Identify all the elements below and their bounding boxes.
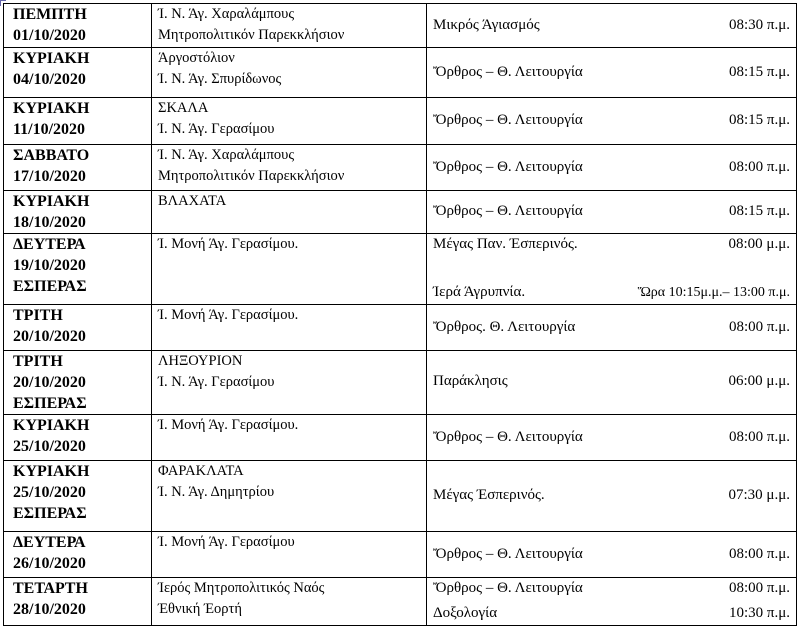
day-date: 20/10/2020: [13, 328, 86, 345]
place-line: ΛΗΞΟΥΡΙΟΝ: [158, 353, 243, 369]
service-row: [433, 234, 790, 255]
service-time: 08:00 π.μ.: [728, 580, 790, 596]
service-cell: [427, 351, 797, 415]
service-cell: [427, 461, 797, 532]
service-cell: [427, 4, 797, 48]
service-time: 07:30 μ.μ.: [728, 487, 790, 503]
table-row: [4, 305, 797, 351]
schedule-body: [4, 4, 797, 626]
service-list: [433, 98, 790, 143]
place-cell: [152, 48, 427, 98]
day-date: 19/10/2020: [13, 257, 86, 274]
place-line: ΒΛΑΧΑΤΑ: [158, 193, 227, 209]
place-cell: [152, 234, 427, 305]
place-line: Ί. Ν. Άγ. Χαραλάμπους: [158, 6, 295, 22]
place-cell: [152, 98, 427, 145]
schedule-table: [3, 3, 797, 626]
service-name: Μικρός Άγιασμός: [433, 16, 540, 33]
day-name: ΔΕΥΤΕΡΑ: [13, 236, 86, 253]
place-line: Ί. Ν. Άγ. Δημητρίου: [158, 484, 275, 500]
day-cell: [4, 145, 152, 191]
service-time: 08:00 π.μ.: [728, 428, 790, 445]
table-row: [4, 351, 797, 415]
day-name: ΚΥΡΙΑΚΗ: [13, 100, 90, 117]
day-name: ΚΥΡΙΑΚΗ: [13, 417, 90, 434]
day-name: ΔΕΥΤΕΡΑ: [13, 534, 86, 551]
service-row: [433, 15, 790, 36]
day-cell: [4, 191, 152, 234]
day-date: 04/10/2020: [13, 71, 86, 88]
service-row: [433, 157, 790, 178]
place-cell: [152, 191, 427, 234]
service-name: Ὄρθρος. Θ. Λειτουργία: [433, 318, 576, 335]
place-cell: [152, 532, 427, 578]
service-row: [433, 201, 790, 222]
service-time: Ὥρα 10:15μ.μ.– 13:00 π.μ.: [637, 285, 790, 300]
service-list: [433, 578, 790, 624]
service-name: Ὄρθρος – Θ. Λειτουργία: [433, 545, 583, 562]
service-row: [433, 110, 790, 131]
place-cell: [152, 4, 427, 48]
table-row: [4, 532, 797, 578]
service-list: [433, 4, 790, 46]
place-line: Μητροπολιτικόν Παρεκκλήσιον: [158, 27, 345, 43]
service-row: [433, 427, 790, 448]
day-cell: [4, 578, 152, 626]
service-row: [433, 62, 790, 83]
service-time: 08:15 π.μ.: [728, 112, 790, 128]
place-line: ΦΑΡΑΚΛΑΤΑ: [158, 463, 244, 479]
place-cell: [152, 305, 427, 351]
service-name: Ίερά Άγρυπνία.: [433, 284, 526, 300]
table-row: [4, 461, 797, 532]
service-list: [433, 234, 790, 303]
place-cell: [152, 351, 427, 415]
place-line: Ί. Μονή Άγ. Γερασίμου: [158, 534, 295, 550]
place-line: Ί. Μονή Άγ. Γερασίμου.: [158, 236, 299, 252]
service-time: 06:00 μ.μ.: [728, 372, 790, 389]
service-name: Ὄρθρος – Θ. Λειτουργία: [433, 63, 583, 80]
service-row: [433, 578, 790, 599]
day-cell: [4, 532, 152, 578]
service-cell: [427, 305, 797, 351]
day-date: 28/10/2020: [13, 601, 86, 618]
table-row: [4, 145, 797, 191]
day-cell: [4, 305, 152, 351]
day-date: 26/10/2020: [13, 555, 86, 572]
service-time: 08:00 π.μ.: [728, 318, 790, 335]
service-row: [433, 371, 790, 392]
place-line: Ί. Μονή Άγ. Γερασίμου.: [158, 307, 299, 323]
service-row: [433, 485, 790, 506]
service-list: [433, 415, 790, 459]
place-line: Ί. Ν. Άγ. Σπυρίδωνος: [158, 71, 282, 87]
service-list: [433, 351, 790, 411]
day-date: 25/10/2020: [13, 484, 86, 501]
place-line: Ί. Ν. Άγ. Χαραλάμπους: [158, 147, 295, 163]
service-row: [433, 544, 790, 565]
service-cell: [427, 145, 797, 191]
place-line: Ίερός Μητροπολιτικός Ναός: [158, 580, 325, 596]
day-evening-label: ΕΣΠΕΡΑΣ: [13, 505, 87, 522]
day-date: 17/10/2020: [13, 168, 86, 185]
place-line: Ί. Μονή Άγ. Γερασίμου.: [158, 417, 299, 433]
day-name: ΚΥΡΙΑΚΗ: [13, 193, 90, 210]
day-date: 25/10/2020: [13, 438, 86, 455]
service-cell: [427, 532, 797, 578]
service-cell: [427, 578, 797, 626]
service-list: [433, 48, 790, 96]
service-list: [433, 532, 790, 576]
service-row: [433, 282, 790, 303]
service-list: [433, 305, 790, 349]
place-cell: [152, 415, 427, 461]
service-list: [433, 191, 790, 232]
table-row: [4, 415, 797, 461]
day-date: 18/10/2020: [13, 214, 86, 231]
service-cell: [427, 415, 797, 461]
day-date: 20/10/2020: [13, 374, 86, 391]
service-time: 08:00 π.μ.: [728, 158, 790, 175]
service-name: Μέγας Παν. Έσπερινός.: [433, 236, 578, 252]
service-time: 08:00 μ.μ.: [728, 236, 790, 252]
day-name: ΚΥΡΙΑΚΗ: [13, 50, 90, 67]
service-name: Μέγας Έσπερινός.: [433, 487, 545, 503]
table-row: [4, 98, 797, 145]
service-name: Ὄρθρος – Θ. Λειτουργία: [433, 203, 583, 219]
service-time: 10:30 π.μ.: [728, 605, 790, 621]
day-cell: [4, 98, 152, 145]
service-name: Παράκλησις: [433, 372, 508, 389]
day-name: ΚΥΡΙΑΚΗ: [13, 463, 90, 480]
service-list: [433, 145, 790, 189]
service-cell: [427, 234, 797, 305]
place-cell: [152, 578, 427, 626]
day-name: ΤΡΙΤΗ: [13, 353, 63, 370]
place-cell: [152, 461, 427, 532]
day-name: ΤΡΙΤΗ: [13, 307, 63, 324]
day-cell: [4, 234, 152, 305]
service-name: Δοξολογία: [433, 605, 498, 621]
service-cell: [427, 98, 797, 145]
place-line: ΣΚΑΛΑ: [158, 100, 209, 116]
place-line: Μητροπολιτικόν Παρεκκλήσιον: [158, 168, 345, 184]
table-row: [4, 234, 797, 305]
service-name: Ὄρθρος – Θ. Λειτουργία: [433, 428, 583, 445]
table-row: [4, 48, 797, 98]
service-cell: [427, 48, 797, 98]
place-line: Έθνική Έορτή: [158, 601, 242, 617]
place-line: Ί. Ν. Άγ. Γερασίμου: [158, 121, 275, 137]
service-row: [433, 603, 790, 624]
place-line: Άργοστόλιον: [158, 50, 235, 66]
service-time: 08:15 π.μ.: [728, 63, 790, 80]
service-cell: [427, 191, 797, 234]
day-cell: [4, 415, 152, 461]
place-cell: [152, 145, 427, 191]
day-evening-label: ΕΣΠΕΡΑΣ: [13, 395, 87, 412]
service-name: Ὄρθρος – Θ. Λειτουργία: [433, 112, 583, 128]
service-row: [433, 317, 790, 338]
day-cell: [4, 48, 152, 98]
day-date: 01/10/2020: [13, 27, 86, 44]
day-name: ΣΑΒΒΑΤΟ: [13, 147, 90, 164]
service-time: 08:00 π.μ.: [728, 545, 790, 562]
day-name: ΠΕΜΠΤΗ: [13, 6, 87, 23]
day-cell: [4, 351, 152, 415]
day-cell: [4, 4, 152, 48]
day-date: 11/10/2020: [13, 121, 86, 138]
service-name: Ὄρθρος – Θ. Λειτουργία: [433, 158, 583, 175]
day-evening-label: ΕΣΠΕΡΑΣ: [13, 278, 87, 295]
table-row: [4, 191, 797, 234]
place-line: Ί. Ν. Άγ. Γερασίμου: [158, 374, 275, 390]
service-time: 08:30 π.μ.: [728, 16, 790, 33]
service-list: [433, 461, 790, 530]
service-name: Ὄρθρος – Θ. Λειτουργία: [433, 580, 583, 596]
table-row: [4, 4, 797, 48]
table-row: [4, 578, 797, 626]
day-cell: [4, 461, 152, 532]
day-name: ΤΕΤΑΡΤΗ: [13, 580, 88, 597]
service-time: 08:15 π.μ.: [728, 203, 790, 219]
